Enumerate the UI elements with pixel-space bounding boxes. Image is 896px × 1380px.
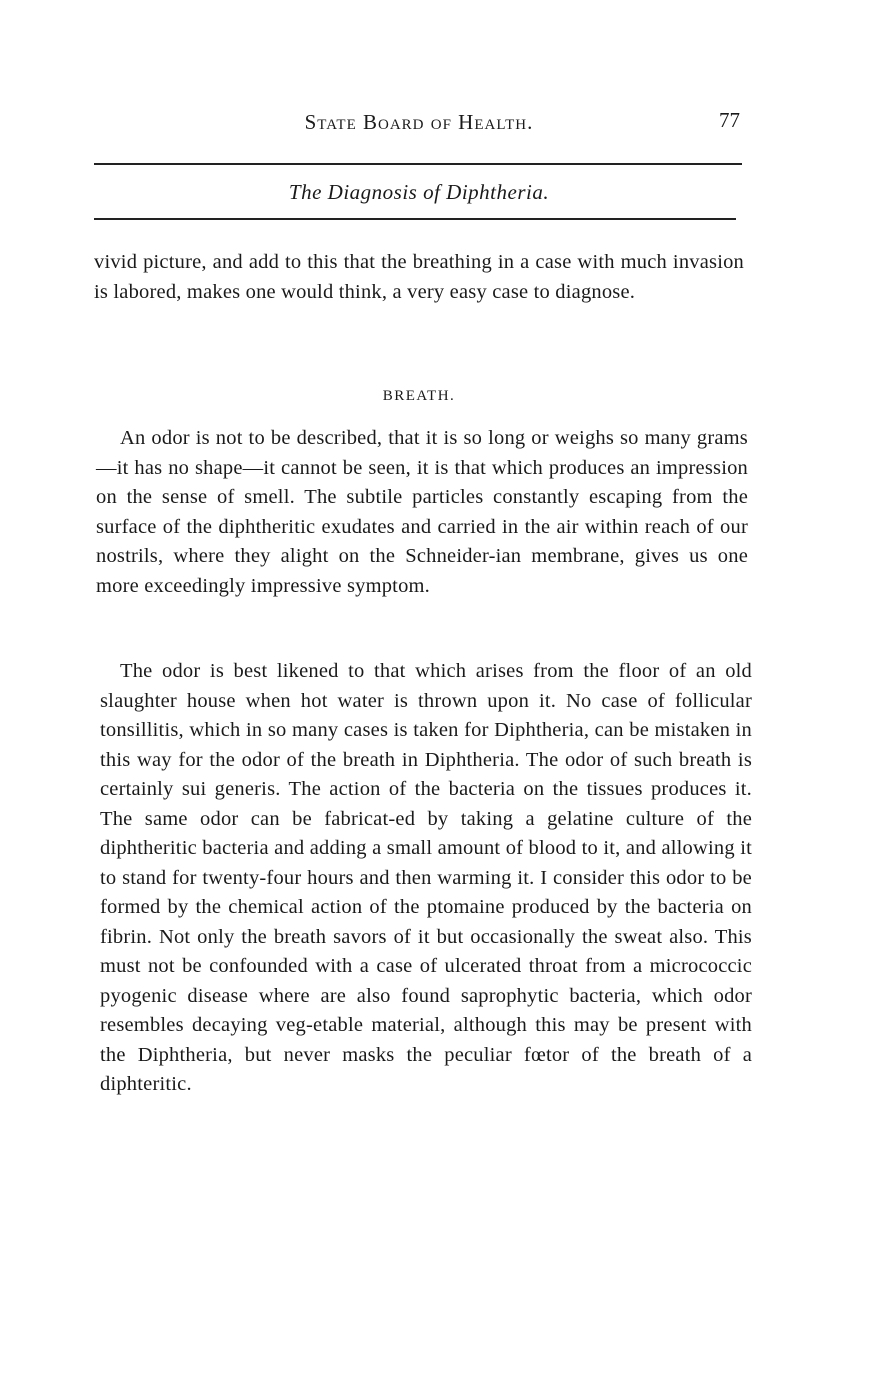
- paragraph-odor-comparison: The odor is best likened to that which arises from the floor of an old slaughter house when hot water is thrown upon it. No case of follicular tonsillitis, which in so many cases is taken for Diphtheria, can be mistaken in this way for the odor of the breath in Diphtheria. The odor of such breath is certainly sui generis. The action of the bacteria on the tissues produces it. The same odor can be fabricat-ed by taking a gelatine culture of the diphtheritic bacteria and adding a small amount of blood to it, and allowing it to stand for twenty-four hours and then warming it. I consider this odor to be formed by the chemical action of the ptomaine produced by the bacteria on fibrin. Not only the breath savors of it but occasionally the sweat also. This must not be confounded with a case of ulcerated throat from a micrococcic pyogenic disease where are also found saprophytic bacteria, which odor resembles decaying veg-etable material, although this may be present with the Diphtheria, but never masks the peculiar fœtor of the breath of a diphteritic.: [100, 660, 752, 1095]
- running-head: [94, 110, 744, 140]
- opening-paragraph: vivid picture, and add to this that the breathing in a case with much invasion is labored, makes one would think, a very easy case to diagnose.: [94, 251, 744, 303]
- header-rule-bottom: [94, 218, 736, 220]
- running-title: State Board of Health.: [304, 110, 534, 134]
- section-title: The Diagnosis of Diphtheria.: [288, 180, 550, 204]
- header-rule-top: [94, 163, 742, 165]
- page-number: 77: [719, 108, 740, 132]
- paragraph-odor-description: An odor is not to be described, that it is so long or weighs so many grams—it has no shape—it cannot be seen, it is that which produces an impression on the sense of smell. The subtile particles constantly escaping from the surface of the diphtheritic exudates and carried in the air within reach of our nostrils, where they alight on the Schneider-ian membrane, gives us one more exceedingly impressive symptom.: [96, 427, 748, 597]
- subheading-breath: BREATH.: [382, 388, 456, 404]
